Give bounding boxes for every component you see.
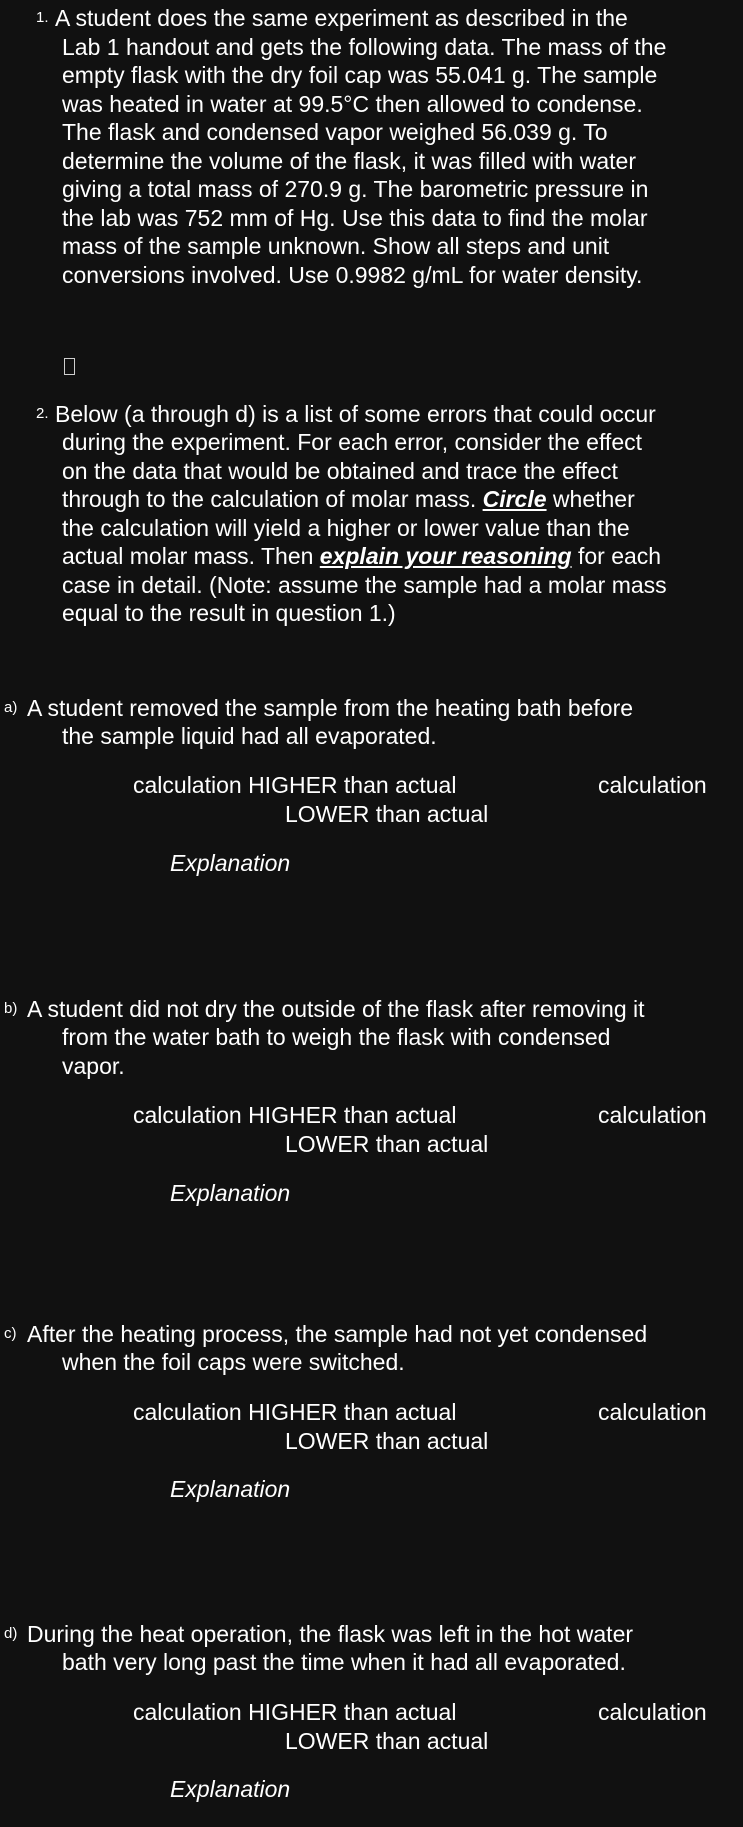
question-2-text: whether — [546, 486, 635, 512]
part-d-line: During the heat operation, the flask was left in the hot water — [27, 1621, 634, 1647]
choice-higher[interactable]: calculation HIGHER than actual — [133, 772, 457, 798]
choice-higher[interactable]: calculation HIGHER than actual — [133, 1399, 457, 1425]
part-b-line: vapor. — [62, 1053, 125, 1079]
explanation-label: Explanation — [170, 850, 291, 876]
question-2-text: through to the calculation of molar mass. — [62, 486, 483, 512]
choice-lower[interactable]: calculation — [598, 1699, 707, 1725]
question-2-line: during the experiment. For each error, consider the effect — [62, 429, 642, 455]
part-c-label: c) — [4, 1325, 17, 1342]
part-c-line: After the heating process, the sample had not yet condensed — [27, 1321, 648, 1347]
explanation-label: Explanation — [170, 1180, 291, 1206]
part-b-line: A student did not dry the outside of the flask after removing it — [27, 996, 645, 1022]
part-b-label: b) — [4, 1000, 18, 1017]
question-1-line: conversions involved. Use 0.9982 g/mL for water density. — [62, 262, 643, 288]
question-2-line — [62, 485, 635, 514]
question-1-line: giving a total mass of 270.9 g. The barometric pressure in — [62, 176, 649, 202]
question-1-line: was heated in water at 99.5°C then allowed to condense. — [62, 91, 643, 117]
question-1-line: The flask and condensed vapor weighed 56.039 g. To — [62, 119, 608, 145]
question-2-line: equal to the result in question 1.) — [62, 600, 396, 626]
question-2-line — [62, 542, 661, 571]
part-d-line: bath very long past the time when it had all evaporated. — [62, 1649, 626, 1675]
choice-lower[interactable]: LOWER than actual — [285, 1131, 489, 1157]
part-c-line: when the foil caps were switched. — [62, 1349, 405, 1375]
part-a-line: the sample liquid had all evaporated. — [62, 723, 437, 749]
part-b-line: from the water bath to weigh the flask with condensed — [62, 1024, 611, 1050]
question-2-text: actual molar mass. Then — [62, 543, 320, 569]
question-1-line: Lab 1 handout and gets the following data. The mass of the — [62, 34, 667, 60]
part-a-label: a) — [4, 699, 18, 716]
choice-lower[interactable]: calculation — [598, 1399, 707, 1425]
question-1-line: the lab was 752 mm of Hg. Use this data to find the molar — [62, 205, 648, 231]
choice-lower[interactable]: calculation — [598, 1102, 707, 1128]
question-1-line: determine the volume of the flask, it was filled with water — [62, 148, 636, 174]
choice-lower[interactable]: LOWER than actual — [285, 1728, 489, 1754]
question-2-line: on the data that would be obtained and trace the effect — [62, 458, 618, 484]
emphasis-circle: Circle — [482, 486, 547, 512]
choice-lower[interactable]: LOWER than actual — [285, 801, 489, 827]
question-1-line: empty flask with the dry foil cap was 55.041 g. The sample — [62, 62, 658, 88]
choice-lower[interactable]: calculation — [598, 772, 707, 798]
question-2-text: for each — [571, 543, 662, 569]
question-2-number: 2. — [36, 405, 49, 422]
question-2-line: the calculation will yield a higher or lower value than the — [62, 515, 630, 541]
question-2-line: case in detail. (Note: assume the sample had a molar mass — [62, 572, 667, 598]
answer-checkbox[interactable] — [64, 358, 75, 375]
question-2-line: Below (a through d) is a list of some errors that could occur — [55, 401, 656, 427]
choice-lower[interactable]: LOWER than actual — [285, 1428, 489, 1454]
explanation-label: Explanation — [170, 1476, 291, 1502]
question-1-line: A student does the same experiment as described in the — [55, 5, 628, 31]
choice-higher[interactable]: calculation HIGHER than actual — [133, 1699, 457, 1725]
part-d-label: d) — [4, 1625, 18, 1642]
emphasis-explain: explain your reasoning — [319, 543, 572, 569]
explanation-label: Explanation — [170, 1776, 291, 1802]
choice-higher[interactable]: calculation HIGHER than actual — [133, 1102, 457, 1128]
question-1-number: 1. — [36, 9, 49, 26]
part-a-line: A student removed the sample from the heating bath before — [27, 695, 634, 721]
question-1-line: mass of the sample unknown. Show all steps and unit — [62, 233, 610, 259]
